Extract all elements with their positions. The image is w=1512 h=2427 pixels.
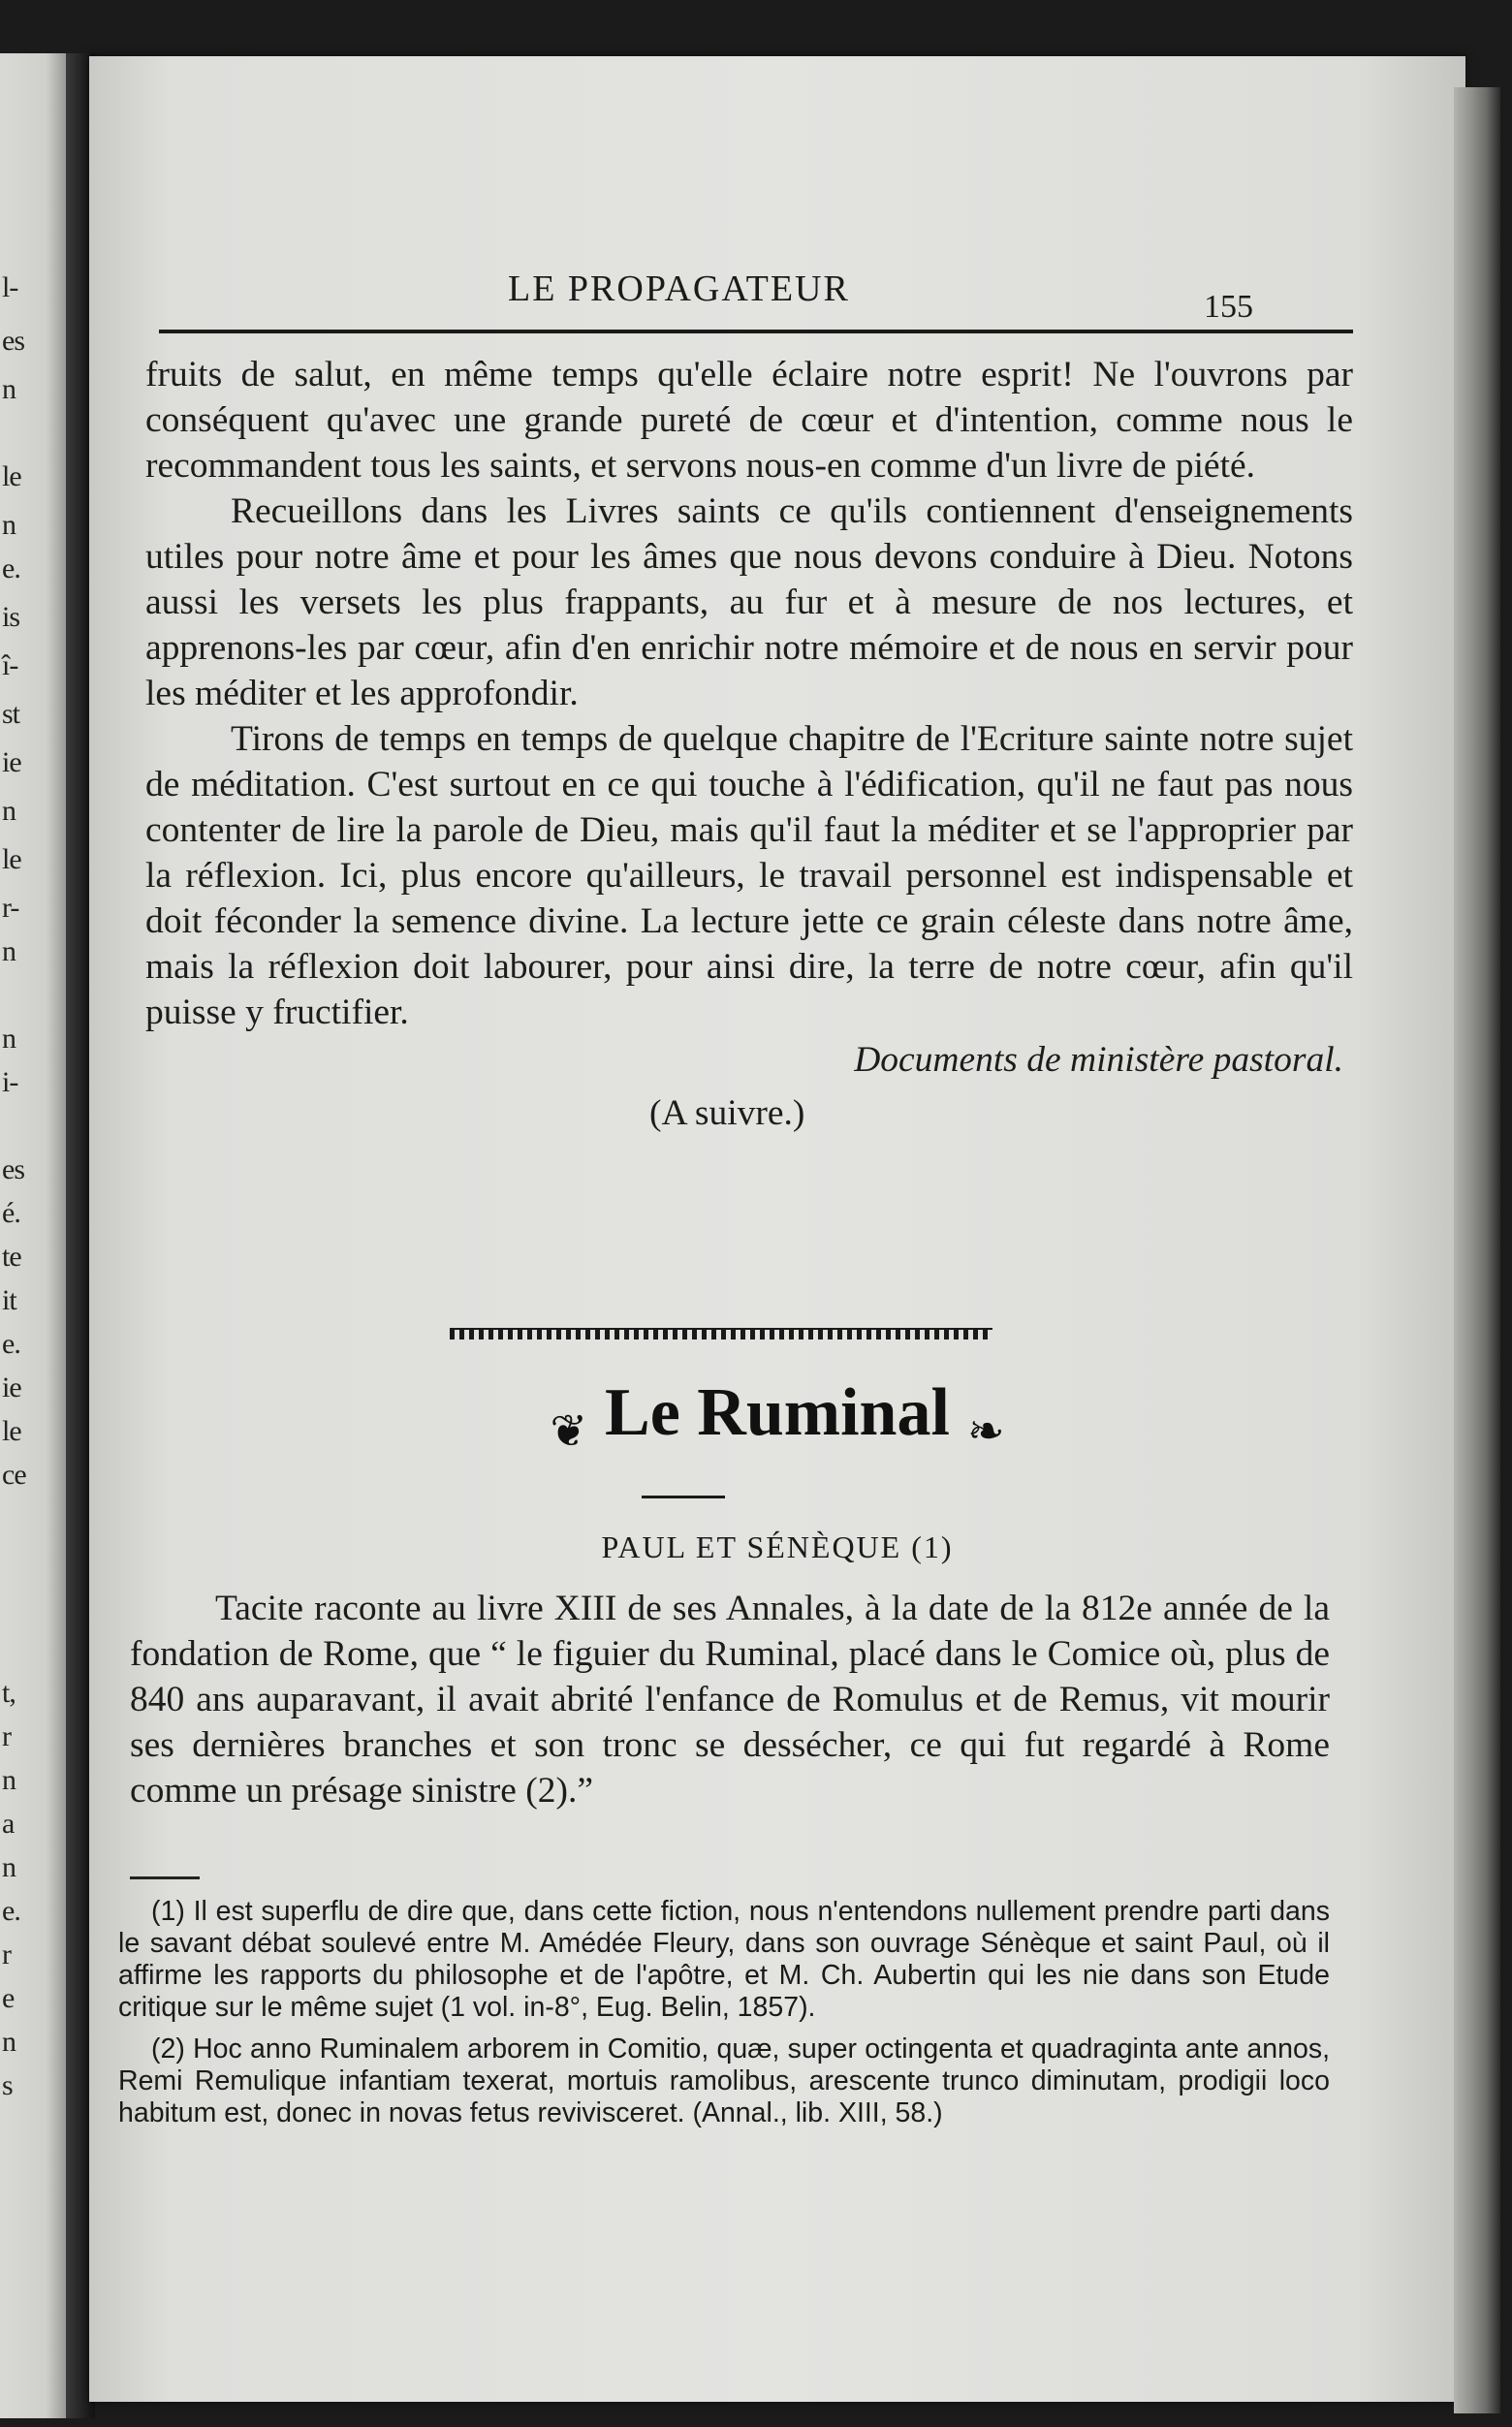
adjacent-page-fragment: r — [2, 1938, 11, 1970]
to-follow-note: (A suivre.) — [649, 1093, 805, 1133]
body-text — [145, 352, 1353, 1136]
adjacent-page-fragment: le — [2, 843, 21, 875]
adjacent-page-fragment: n — [2, 509, 16, 541]
adjacent-page-fragment: le — [2, 1415, 21, 1447]
adjacent-page-fragment: te — [2, 1241, 21, 1273]
paragraph: fruits de salut, en même temps qu'elle éclaire notre esprit! Ne l'ouvrons par conséquent qu'avec une grande pureté de cœur et d'intention, comme nous le recommandent tous les saints, et servons nous-en comme d'un livre de piété. — [145, 355, 1353, 486]
adjacent-page-edge — [0, 53, 66, 2418]
adjacent-page-fragment: n — [2, 1851, 16, 1883]
article-title: Le Ruminal — [605, 1375, 950, 1450]
adjacent-page-fragment: e. — [2, 1895, 20, 1927]
adjacent-page-fragment: t, — [2, 1677, 16, 1709]
adjacent-page-fragment: e. — [2, 552, 20, 584]
footnote-rule — [130, 1876, 200, 1879]
adjacent-page-fragment: it — [2, 1284, 16, 1316]
footnote: (2) Hoc anno Ruminalem arborem in Comitio, quæ, super octingenta et quadraginta ante annos, Remi Remulique infantiam texerat, mortuis ramolibus, arescente trunco diminutam, prodigii loco habitum est, donec in novas fetus revivisceret. (Annal., lib. XIII, 58.) — [118, 2033, 1330, 2128]
adjacent-page-fragment: le — [2, 460, 21, 492]
adjacent-page-fragment: n — [2, 1764, 16, 1796]
adjacent-page-fragment: e — [2, 1982, 15, 2014]
adjacent-page-fragment: î- — [2, 649, 18, 681]
paragraph: Tirons de temps en temps de quelque chapitre de l'Ecriture sainte notre sujet de méditation. C'est surtout en ce qui touche à l'édification, qu'il ne faut pas nous contenter de lire la parole de Dieu, mais qu'il faut la méditer et se l'approprier par la réflexion. Ici, plus encore qu'ailleurs, le travail personnel est indispensable et doit féconder la semence divine. La lecture jette ce grain céleste dans notre âme, mais la réflexion doit labourer, pour ainsi dire, la terre de notre cœur, afin qu'il puisse y fructifier. — [145, 719, 1353, 1032]
adjacent-page-fragment: i- — [2, 1066, 18, 1098]
header-rule — [159, 330, 1353, 333]
adjacent-page-fragment: é. — [2, 1197, 20, 1229]
footnotes — [118, 1896, 1330, 2139]
article-heading — [89, 1374, 1465, 1457]
paragraph: Recueillons dans les Livres saints ce qu'ils contiennent d'enseignements utiles pour notre âme et pour les âmes que nous devons conduire à Dieu. Notons aussi les versets les plus frappants, au fur et à mesure de nos lectures, et apprenons-les par cœur, afin d'en enrichir notre mémoire et de nous en servir pour les méditer et les approfondir. — [145, 491, 1353, 713]
dotted-ornament-divider — [450, 1328, 992, 1340]
adjacent-page-fragment: n — [2, 2026, 16, 2058]
adjacent-page-fragment: n — [2, 795, 16, 827]
adjacent-page-fragment: is — [2, 601, 20, 633]
adjacent-page-fragment: es — [2, 1153, 24, 1185]
adjacent-page-fragment: l- — [2, 271, 18, 303]
fleuron-left-icon: ❦ — [550, 1406, 588, 1457]
adjacent-page-fragment: n — [2, 373, 16, 405]
source-signature: Documents de ministère pastoral. — [854, 1040, 1343, 1080]
adjacent-page-fragment: r — [2, 1720, 11, 1752]
adjacent-page-fragment: s — [2, 2069, 13, 2101]
page-stack-edge — [1454, 87, 1500, 2413]
adjacent-page-fragment: ie — [2, 1371, 21, 1403]
adjacent-page-fragment: st — [2, 698, 20, 730]
adjacent-page-fragment: ie — [2, 746, 21, 778]
title-rule — [642, 1496, 725, 1498]
adjacent-page-fragment: n — [2, 935, 16, 967]
book-page — [89, 56, 1465, 2402]
paragraph: Tacite raconte au livre XIII de ses Annales, à la date de la 812e année de la fondation de Rome, que “ le figuier du Ruminal, placé dans le Comice où, plus de 840 ans auparavant, il avait abrité l'enfance de Romulus et de Remus, vit mourir ses dernières branches et son tronc se dessécher, ce qui fut regardé à Rome comme un présage sinistre (2).” — [130, 1589, 1330, 1811]
adjacent-page-fragment: a — [2, 1808, 15, 1840]
running-title: LE PROPAGATEUR — [508, 268, 850, 309]
adjacent-page-fragment: e. — [2, 1328, 20, 1360]
adjacent-page-fragment: n — [2, 1023, 16, 1055]
adjacent-page-fragment: r- — [2, 892, 19, 924]
page-number: 155 — [1204, 289, 1253, 325]
running-header — [89, 260, 1465, 325]
footnote: (1) Il est superflu de dire que, dans cette fiction, nous n'entendons nullement prendre parti dans le savant débat soulevé entre M. Amédée Fleury, dans son ouvrage Sénèque et saint Paul, où il affirme les rapports du philosophe et de l'apôtre, et M. Ch. Aubertin qui les nie dans son Etude critique sur le même sujet (1 vol. in-8°, Eug. Belin, 1857). — [118, 1896, 1330, 2023]
adjacent-page-fragment: es — [2, 325, 24, 357]
article-subtitle: PAUL ET SÉNÈQUE (1) — [601, 1529, 954, 1564]
fleuron-right-icon: ❧ — [966, 1406, 1005, 1457]
article-body — [130, 1586, 1330, 1813]
adjacent-page-fragment: ce — [2, 1459, 26, 1491]
